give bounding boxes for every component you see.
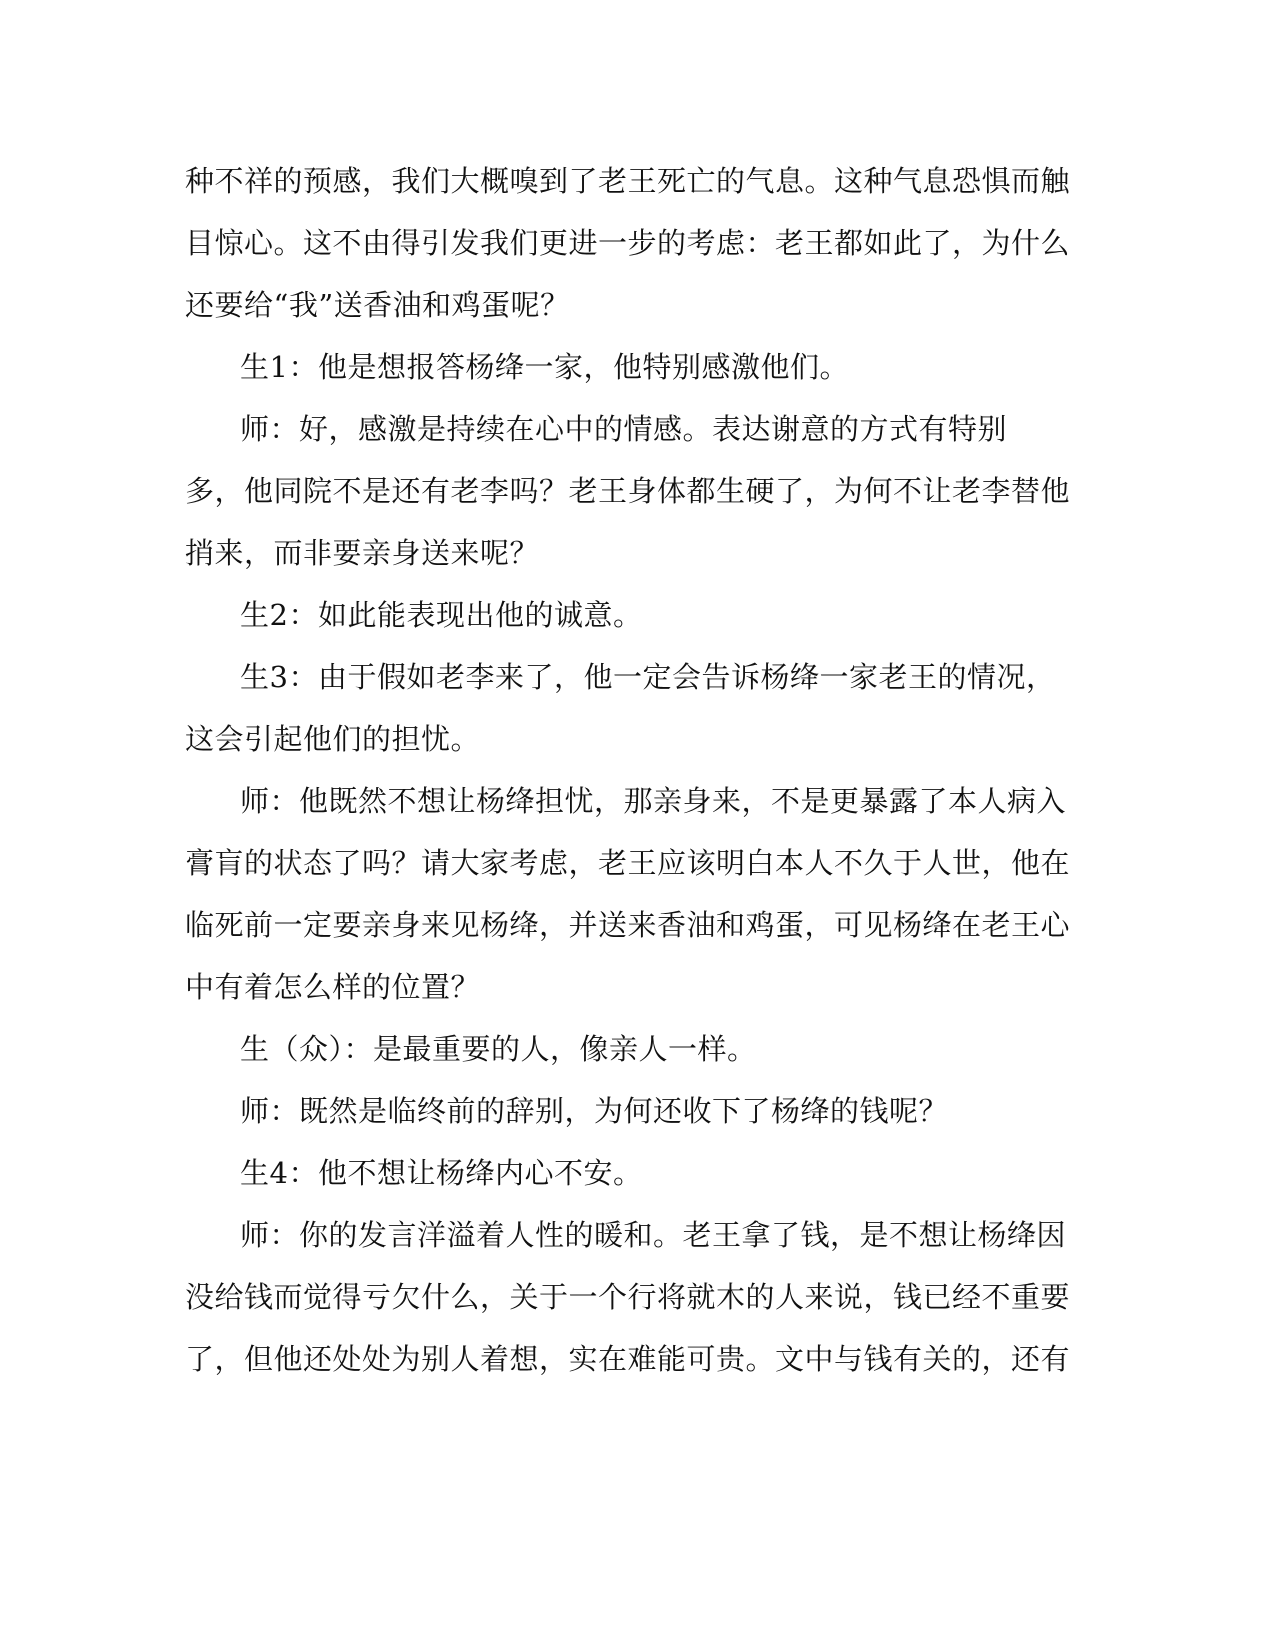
text-line: 师：好，感激是持续在心中的情感。表达谢意的方式有特别	[240, 412, 1008, 446]
text-line: 种不祥的预感，我们大概嗅到了老王死亡的气息。这种气息恐惧而触	[185, 164, 1071, 198]
text-line: 还要给“我”送香油和鸡蛋呢？	[185, 288, 570, 322]
text-line: 生4：他不想让杨绛内心不安。	[240, 1156, 643, 1190]
text-line: 师：他既然不想让杨绛担忧，那亲身来，不是更暴露了本人病入	[240, 784, 1067, 818]
text-line: 临死前一定要亲身来见杨绛，并送来香油和鸡蛋，可见杨绛在老王心	[185, 908, 1071, 942]
text-line: 了，但他还处处为别人着想，实在难能可贵。文中与钱有关的，还有	[185, 1342, 1071, 1376]
text-line: 多，他同院不是还有老李吗？老王身体都生硬了，为何不让老李替他	[185, 474, 1071, 508]
text-line: 生1：他是想报答杨绛一家，他特别感激他们。	[240, 350, 849, 384]
text-line: 师：既然是临终前的辞别，为何还收下了杨绛的钱呢？	[240, 1094, 949, 1128]
text-line: 膏肓的状态了吗？请大家考虑，老王应该明白本人不久于人世，他在	[185, 846, 1071, 880]
text-line: 捎来，而非要亲身送来呢？	[185, 536, 540, 570]
text-line: 生2：如此能表现出他的诚意。	[240, 598, 643, 632]
text-line: 目惊心。这不由得引发我们更进一步的考虑：老王都如此了，为什么	[185, 226, 1071, 260]
text-line: 生3：由于假如老李来了，他一定会告诉杨绛一家老王的情况，	[240, 660, 1056, 694]
text-line: 这会引起他们的担忧。	[185, 722, 481, 756]
text-line: 生（众）：是最重要的人，像亲人一样。	[240, 1032, 757, 1066]
text-line: 师：你的发言洋溢着人性的暖和。老王拿了钱，是不想让杨绛因	[240, 1218, 1067, 1252]
text-line: 中有着怎么样的位置？	[185, 970, 481, 1004]
text-line: 没给钱而觉得亏欠什么，关于一个行将就木的人来说，钱已经不重要	[185, 1280, 1071, 1314]
